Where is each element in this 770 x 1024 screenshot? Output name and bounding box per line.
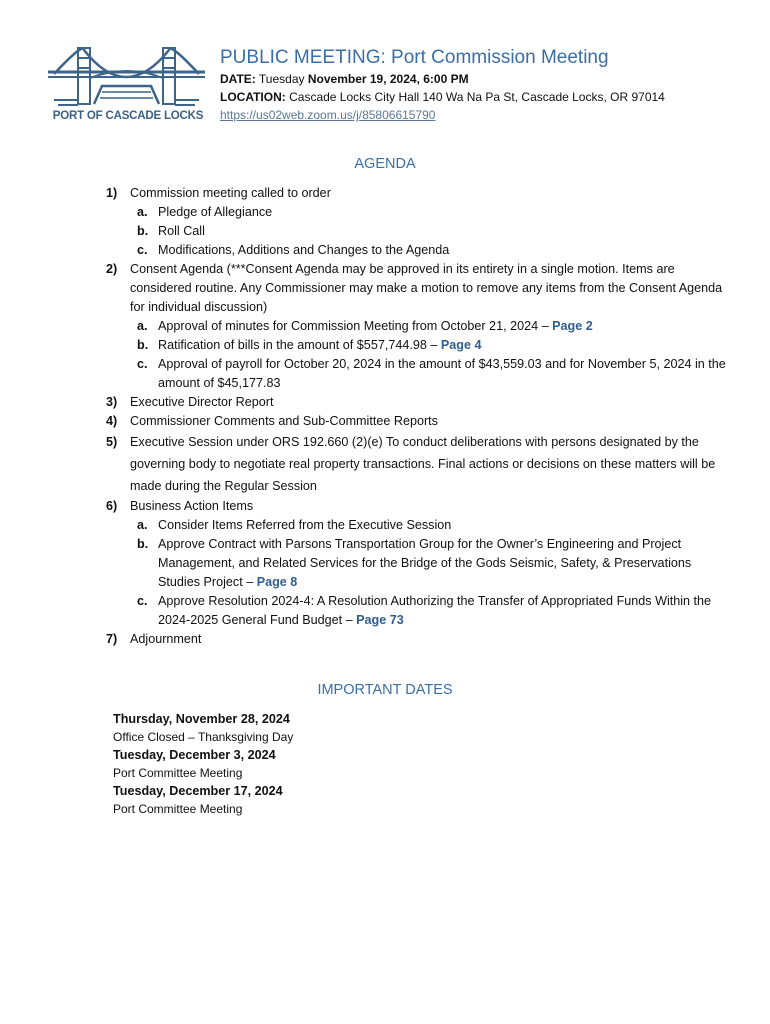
agenda-subitem xyxy=(130,317,730,336)
agenda-item xyxy=(100,260,730,317)
important-date: Thursday, November 28, 2024 xyxy=(113,712,290,726)
important-date-description: Port Committee Meeting xyxy=(113,766,243,780)
bridge-logo-icon xyxy=(44,44,209,110)
agenda-subitem xyxy=(130,355,730,393)
agenda-item xyxy=(100,630,730,649)
agenda-subitem-letter: b. xyxy=(137,224,149,238)
agenda-subitem xyxy=(130,535,730,592)
agenda-item-number: 6) xyxy=(106,499,118,513)
agenda-subitem-letter: b. xyxy=(137,338,149,352)
location-value: Cascade Locks City Hall 140 Wa Na Pa St, Cascade Locks, OR 97014 xyxy=(289,90,665,104)
agenda-item-text: Commissioner Comments and Sub-Committee Reports xyxy=(130,414,438,428)
agenda-item-number: 4) xyxy=(106,414,118,428)
agenda-subitem-text: Modifications, Additions and Changes to the Agenda xyxy=(158,243,450,257)
agenda-item-text: Executive Director Report xyxy=(130,395,274,409)
agenda-item-number: 7) xyxy=(106,632,118,646)
agenda-subitem xyxy=(130,592,730,630)
agenda-item-number: 1) xyxy=(106,186,118,200)
meeting-title: PUBLIC MEETING: Port Commission Meeting xyxy=(220,47,609,68)
agenda-item-text: Business Action Items xyxy=(130,499,254,513)
agenda-subitem-text: Pledge of Allegiance xyxy=(158,205,273,219)
agenda-subitem xyxy=(130,241,730,260)
agenda-subitem-letter: a. xyxy=(137,205,148,219)
agenda-subitem-text: Approval of payroll for October 20, 2024 in the amount of $43,559.03 and for November 5, 2024 in the amount of $45,177.83 xyxy=(158,357,726,390)
agenda-item-text: Consent Agenda (***Consent Agenda may be approved in its entirety in a single motion. Items are considered routine. Any Commissioner may make a motion to remove any items from the Consent Agenda for individual discussion) xyxy=(130,262,723,314)
agenda-subitem-text: Roll Call xyxy=(158,224,205,238)
agenda-subitem-letter: a. xyxy=(137,518,148,532)
zoom-link[interactable]: https://us02web.zoom.us/j/85806615790 xyxy=(220,108,436,122)
page-reference: Page 8 xyxy=(256,575,298,589)
agenda-item xyxy=(100,431,730,497)
agenda-subitem-letter: c. xyxy=(137,357,148,371)
important-date-description: Port Committee Meeting xyxy=(113,802,243,816)
agenda-subitem-text: Approval of minutes for Commission Meeting from October 21, 2024 – xyxy=(158,319,553,333)
agenda-item-number: 3) xyxy=(106,395,118,409)
agenda-subitem-text: Ratification of bills in the amount of $557,744.98 – xyxy=(158,338,441,352)
agenda-subitem xyxy=(130,516,730,535)
agenda-subitem-text: Consider Items Referred from the Executive Session xyxy=(158,518,452,532)
agenda-subitem-text: Approve Resolution 2024-4: A Resolution Authorizing the Transfer of Appropriated Funds Within the 2024-2025 General Fund Budget – xyxy=(158,594,712,627)
agenda-item-number: 2) xyxy=(106,262,118,276)
location-label: LOCATION: xyxy=(220,90,286,104)
agenda-item xyxy=(100,393,730,412)
agenda-subitem-letter: c. xyxy=(137,594,148,608)
agenda-subitem-text: Approve Contract with Parsons Transportation Group for the Owner’s Engineering and Project Management, and Related Services for the Bridge of the Gods Seismic, Safety, & Preservations Studies Project – xyxy=(158,537,692,589)
agenda-subitem-letter: b. xyxy=(137,537,149,551)
logo-text: PORT OF CASCADE LOCKS xyxy=(52,110,204,122)
important-dates-list xyxy=(113,710,513,818)
date-label: DATE: xyxy=(220,72,256,86)
agenda-item xyxy=(100,497,730,516)
agenda-subitem xyxy=(130,222,730,241)
agenda-item-text: Adjournment xyxy=(130,632,202,646)
important-date: Tuesday, December 17, 2024 xyxy=(113,784,283,798)
agenda-subitem xyxy=(130,336,730,355)
document-header xyxy=(44,40,744,130)
agenda-item-text: Commission meeting called to order xyxy=(130,186,331,200)
agenda-list xyxy=(100,184,730,649)
port-logo xyxy=(44,44,209,124)
meeting-location xyxy=(220,88,665,106)
agenda-subitem xyxy=(130,203,730,222)
page-reference: Page 73 xyxy=(356,613,404,627)
meeting-date xyxy=(220,70,665,88)
date-value: November 19, 2024, 6:00 PM xyxy=(307,72,469,86)
page-reference: Page 2 xyxy=(552,319,593,333)
important-dates-title: IMPORTANT DATES xyxy=(317,682,453,698)
date-day: Tuesday xyxy=(258,72,305,86)
agenda-item-text: Executive Session under ORS 192.660 (2)(e) To conduct deliberations with persons designated by the governing body to negotiate real property transactions. Final actions or decisions on these matters will be made during the Regular Session xyxy=(130,435,716,493)
agenda-item xyxy=(100,184,730,203)
agenda-item xyxy=(100,412,730,431)
page-reference: Page 4 xyxy=(440,338,482,352)
important-date-description: Office Closed – Thanksgiving Day xyxy=(113,730,294,744)
agenda-subitem-letter: c. xyxy=(137,243,148,257)
important-date: Tuesday, December 3, 2024 xyxy=(113,748,276,762)
agenda-subitem-letter: a. xyxy=(137,319,148,333)
meeting-info xyxy=(220,46,665,124)
agenda-item-number: 5) xyxy=(106,435,118,449)
agenda-title: AGENDA xyxy=(354,156,416,172)
